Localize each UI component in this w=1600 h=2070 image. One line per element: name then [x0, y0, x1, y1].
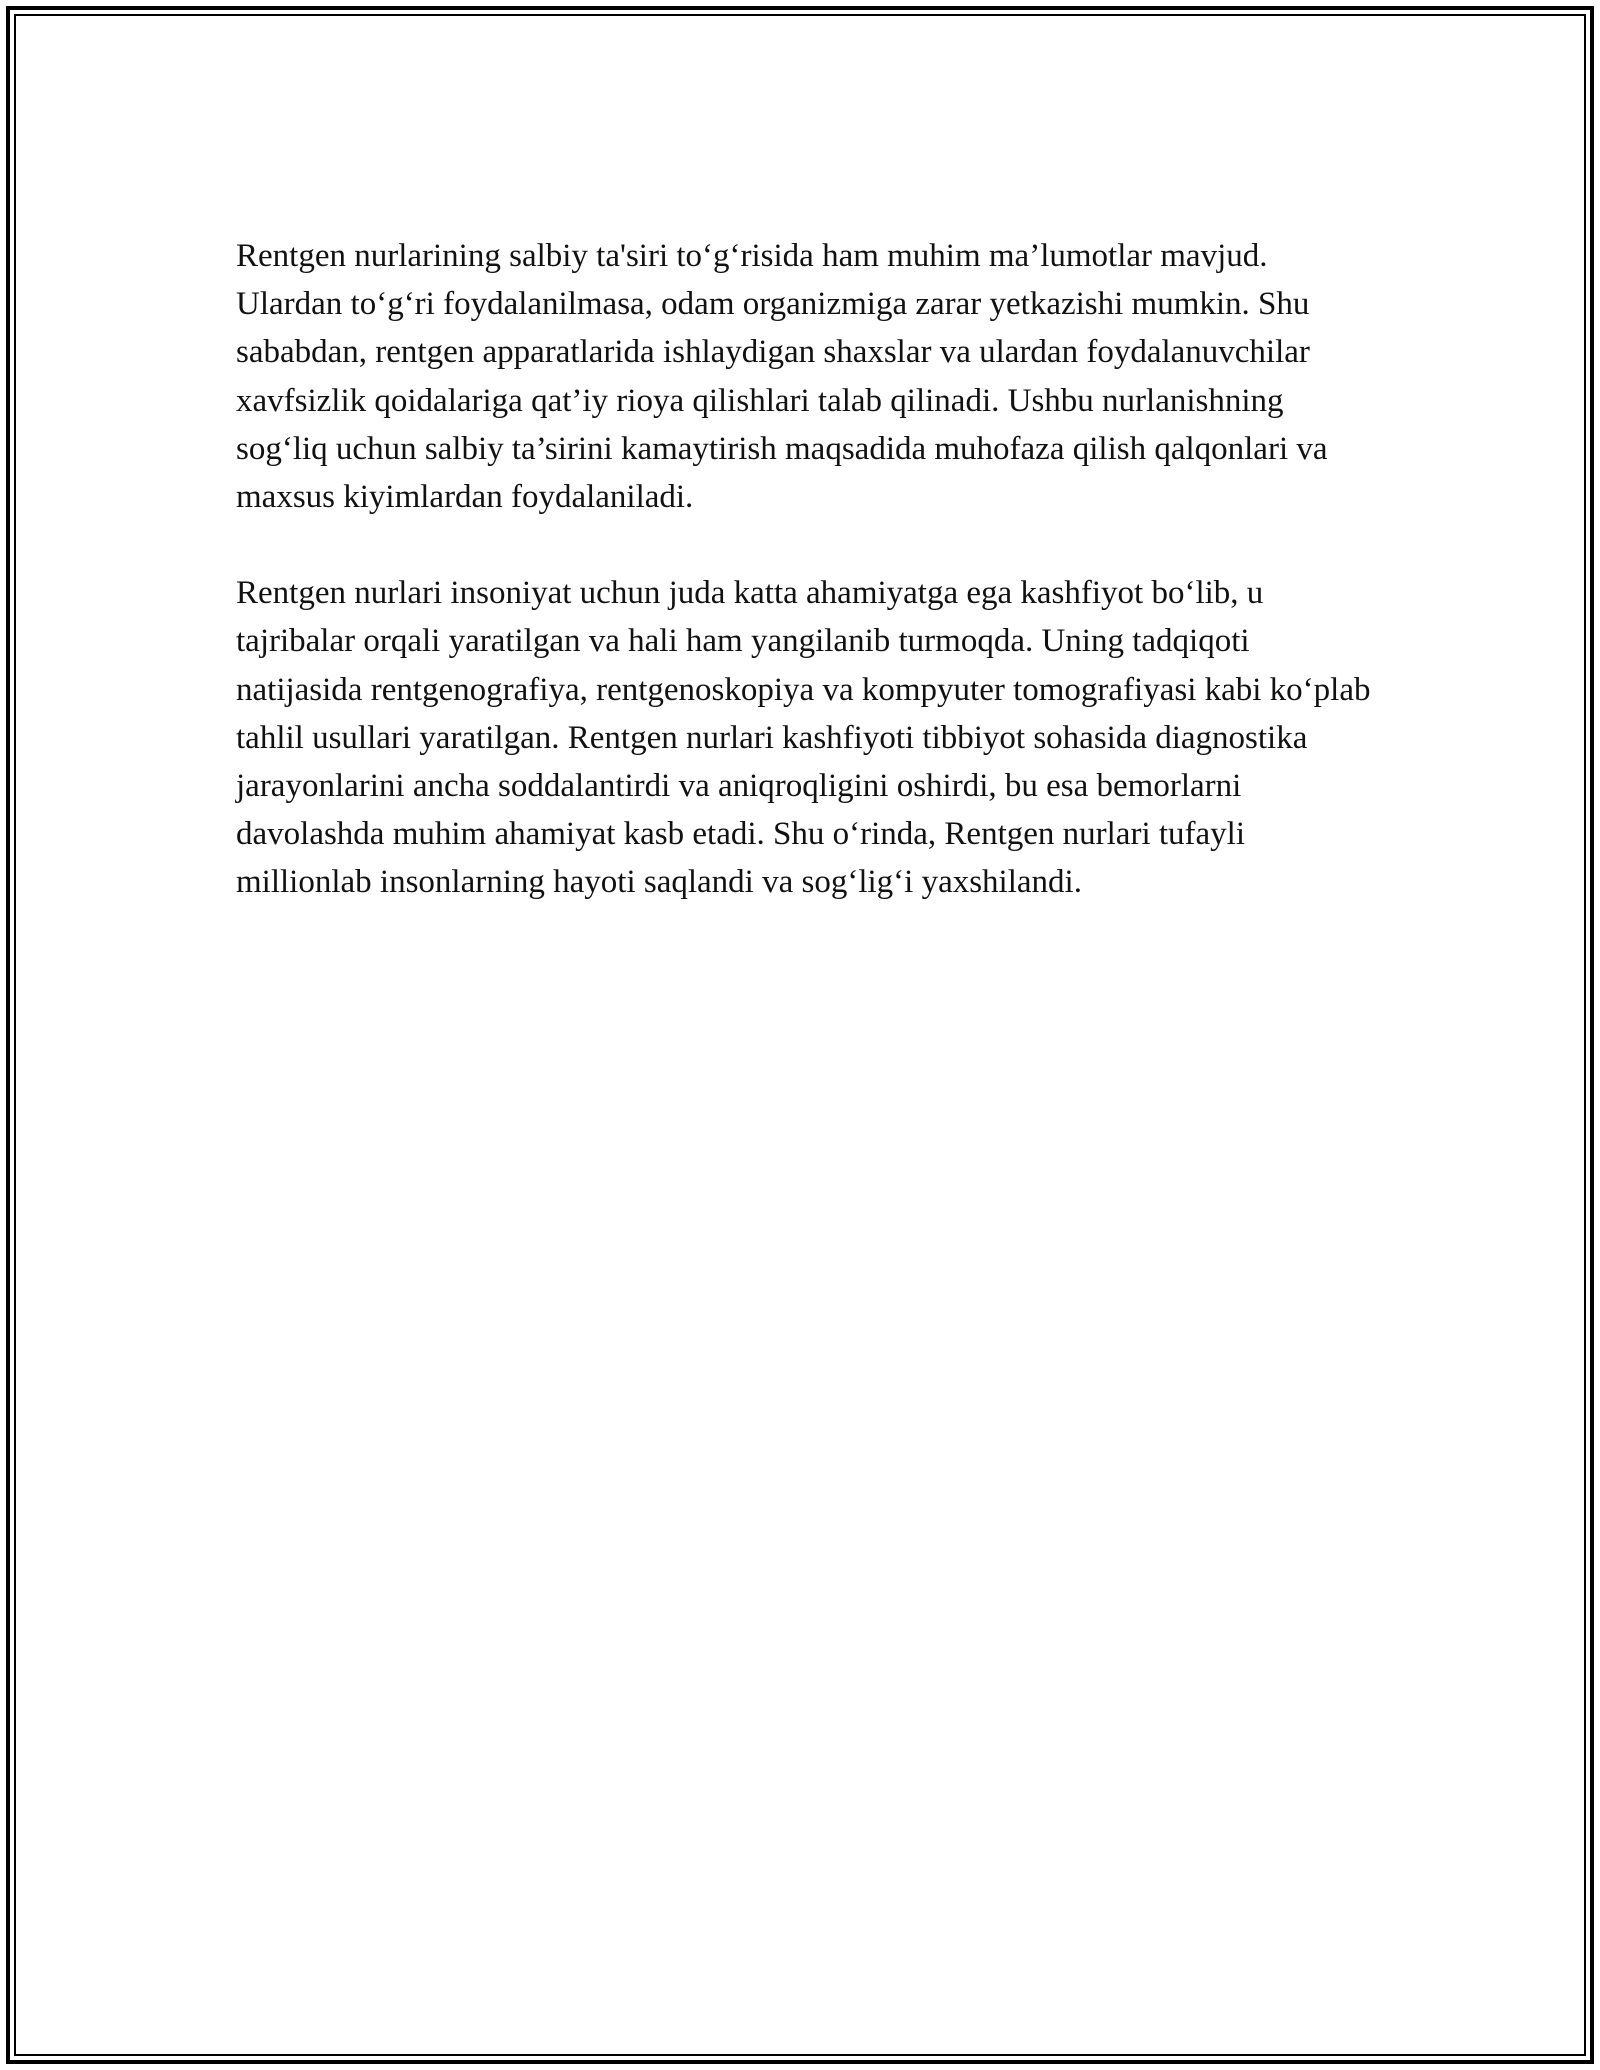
document-body: [236, 232, 1371, 907]
paragraph-2: Rentgen nurlari insoniyat uchun juda katta ahamiyatga ega kashfiyot bo‘lib, u tajribalar orqali yaratilgan va hali ham yangilanib turmoqda. Uning tadqiqoti natijasida rentgenografiya, rentgenoskopiya va kompyuter tomografiyasi kabi ko‘plab tahlil usullari yaratilgan. Rentgen nurlari kashfiyoti tibbiyot sohasida diagnostika jarayonlarini ancha soddalantirdi va aniqroqligini oshirdi, bu esa bemorlarni davolashda muhim ahamiyat kasb etadi. Shu o‘rinda, Rentgen nurlari tufayli millionlab insonlarning hayoti saqlandi va sog‘lig‘i yaxshilandi.: [236, 575, 1371, 901]
paragraph-1: Rentgen nurlarining salbiy ta'siri to‘g‘risida ham muhim ma’lumotlar mavjud. Ulardan to‘g‘ri foydalanilmasa, odam organizmiga zarar yetkazishi mumkin. Shu sababdan, rentgen apparatlarida ishlaydigan shaxslar va ulardan foydalanuvchilar xavfsizlik qoidalariga qat’iy rioya qilishlari talab qilinadi. Ushbu nurlanishning sog‘liq uchun salbiy ta’sirini kamaytirish maqsadida muhofaza qilish qalqonlari va maxsus kiyimlardan foydalaniladi.: [236, 238, 1328, 516]
